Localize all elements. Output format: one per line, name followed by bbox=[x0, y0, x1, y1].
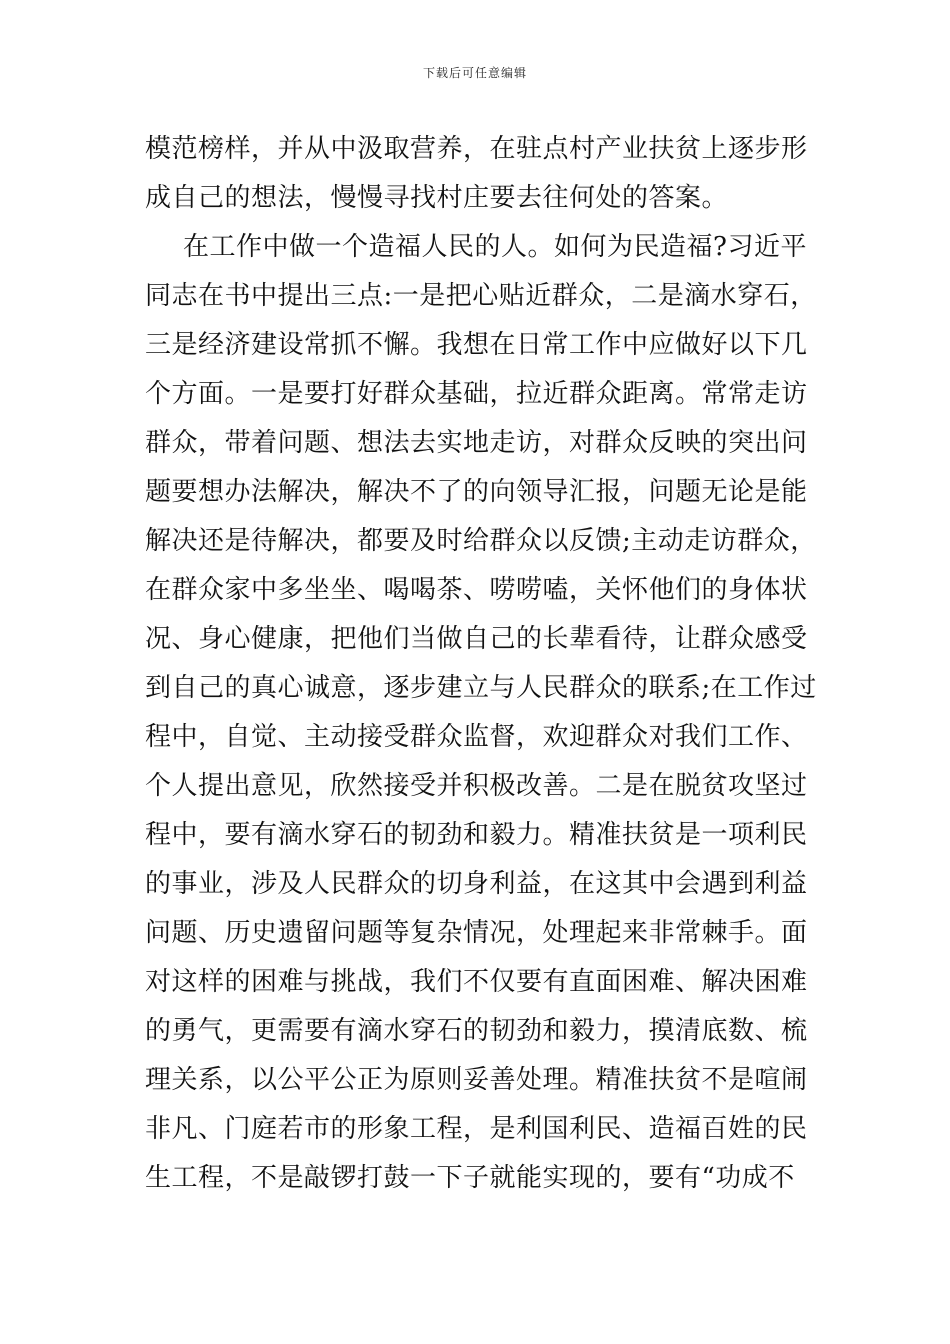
text-line: 理关系，以公平公正为原则妥善处理。精准扶贫不是喧闹 bbox=[145, 1065, 808, 1095]
text-line: 个方面。一是要打好群众基础，拉近群众距离。常常走访 bbox=[145, 379, 808, 409]
text-line: 的勇气，更需要有滴水穿石的韧劲和毅力，摸清底数、梳 bbox=[145, 1016, 808, 1046]
page-header: 下载后可任意编辑 bbox=[422, 66, 527, 80]
text-line: 的事业，涉及人民群众的切身利益，在这其中会遇到利益 bbox=[145, 869, 808, 899]
text-line: 成自己的想法，慢慢寻找村庄要去往何处的答案。 bbox=[145, 183, 729, 213]
text-line: 非凡、门庭若市的形象工程，是利国利民、造福百姓的民 bbox=[145, 1114, 808, 1144]
text-line: 问题、历史遗留问题等复杂情况，处理起来非常棘手。面 bbox=[145, 918, 808, 948]
text-line: 三是经济建设常抓不懈。我想在日常工作中应做好以下几 bbox=[145, 330, 808, 360]
text-line: 个人提出意见，欣然接受并积极改善。二是在脱贫攻坚过 bbox=[145, 771, 808, 801]
text-line: 解决还是待解决，都要及时给群众以反馈;主动走访群众， bbox=[145, 526, 817, 556]
text-line: 程中，要有滴水穿石的韧劲和毅力。精准扶贫是一项利民 bbox=[145, 820, 808, 850]
text-line: 对这样的困难与挑战，我们不仅要有直面困难、解决困难 bbox=[145, 967, 808, 997]
text-line: 在群众家中多坐坐、喝喝茶、唠唠嗑，关怀他们的身体状 bbox=[145, 575, 808, 605]
text-line: 模范榜样，并从中汲取营养，在驻点村产业扶贫上逐步形 bbox=[145, 134, 808, 164]
paragraph-start-line: 在工作中做一个造福人民的人。如何为民造福?习近平 bbox=[183, 232, 807, 262]
text-line: 同志在书中提出三点:一是把心贴近群众，二是滴水穿石， bbox=[145, 281, 817, 311]
text-line: 生工程，不是敲锣打鼓一下子就能实现的，要有“功成不 bbox=[145, 1163, 795, 1193]
text-line: 程中，自觉、主动接受群众监督，欢迎群众对我们工作、 bbox=[145, 722, 808, 752]
text-line: 况、身心健康，把他们当做自己的长辈看待，让群众感受 bbox=[145, 624, 808, 654]
document-body bbox=[145, 125, 817, 1203]
text-line: 群众，带着问题、想法去实地走访，对群众反映的突出问 bbox=[145, 428, 808, 458]
text-line: 到自己的真心诚意，逐步建立与人民群众的联系;在工作过 bbox=[145, 673, 817, 703]
text-line: 题要想办法解决，解决不了的向领导汇报，问题无论是能 bbox=[145, 477, 808, 507]
